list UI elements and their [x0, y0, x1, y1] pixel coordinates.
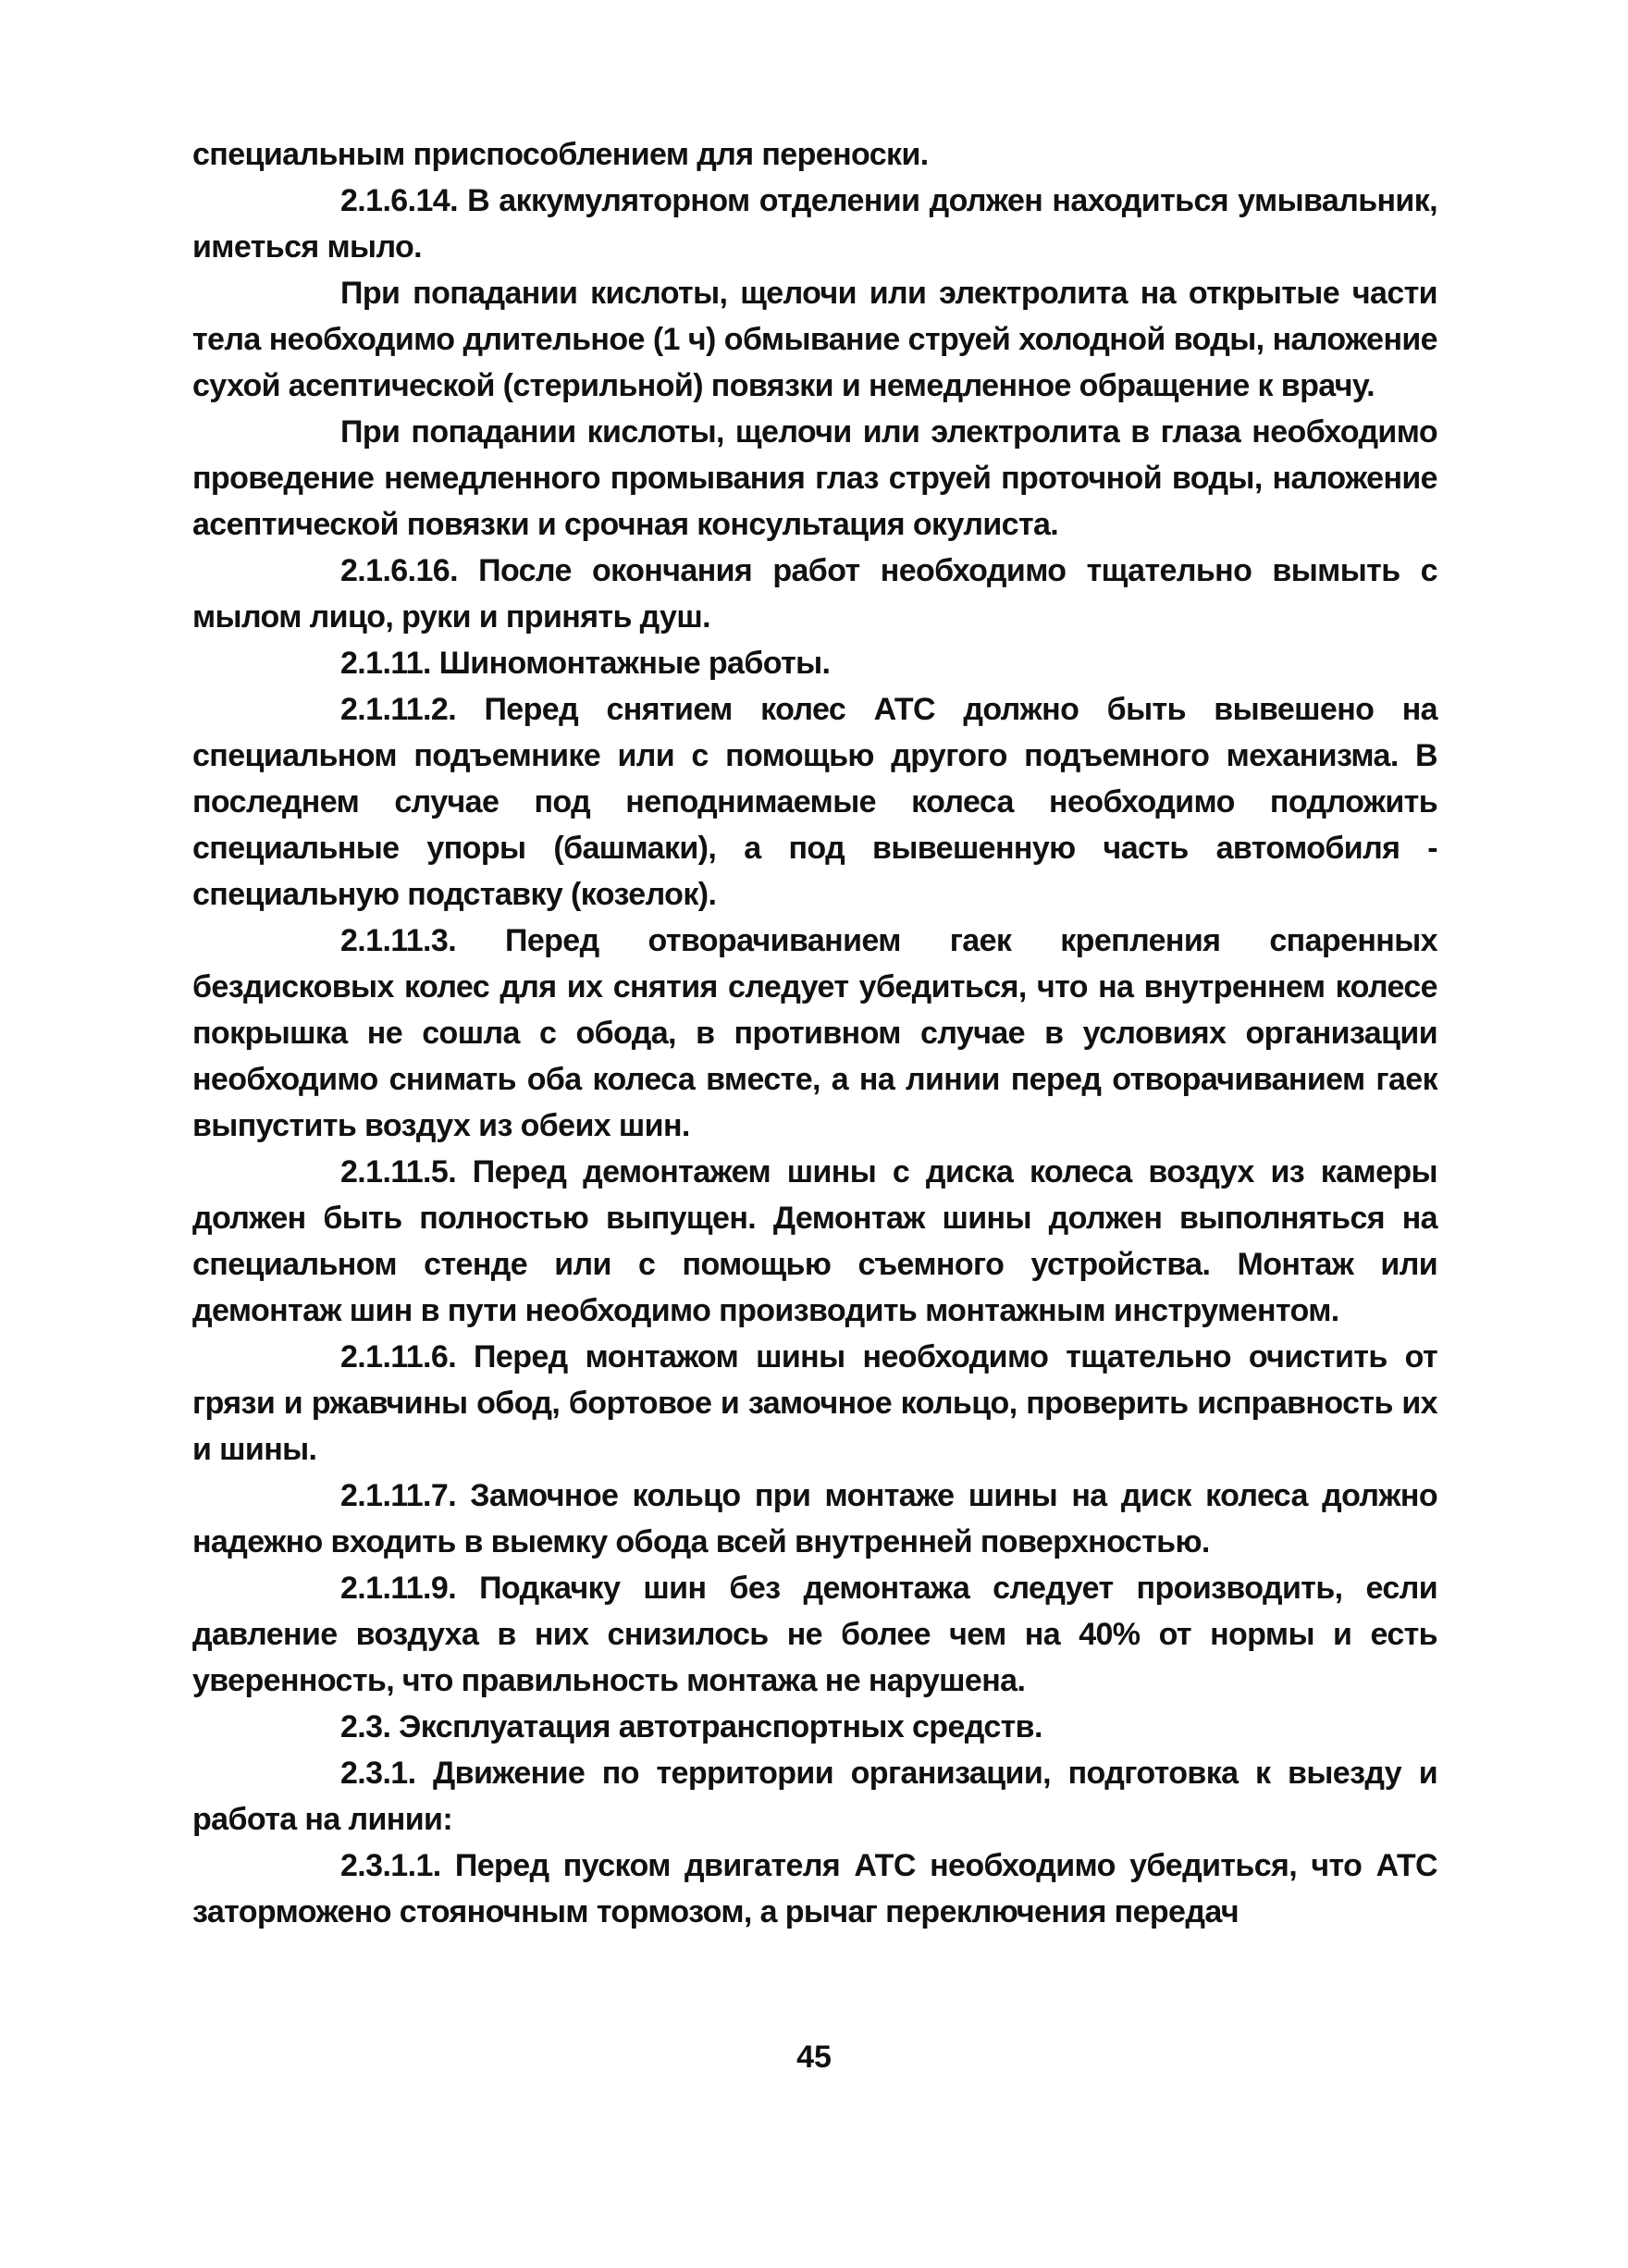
paragraph-continuation: специальным приспособлением для переноски. [192, 137, 929, 172]
paragraph-2-1-11-9: 2.1.11.9. Подкачку шин без демонтажа следует производить, если давление воздуха в них снизилось не более чем на 40% от нормы и есть уверенность, что правильность монтажа не нарушена. [192, 1571, 1437, 1698]
paragraph-2-3-1: 2.3.1. Движение по территории организации, подготовка к выезду и работа на линии: [192, 1756, 1437, 1837]
document-page [192, 131, 1437, 1935]
section-heading-2-3: 2.3. Эксплуатация автотранспортных средств. [340, 1709, 1042, 1744]
paragraph-2-1-11-2: 2.1.11.2. Перед снятием колес АТС должно быть вывешено на специальном подъемнике или с помощью другого подъемного механизма. В последнем случае под неподнимаемые колеса необходимо подложить специальные упоры (башмаки), а под вывешенную часть автомобиля - специальную подставку (козелок). [192, 692, 1437, 912]
paragraph-2-1-11-6: 2.1.11.6. Перед монтажом шины необходимо тщательно очистить от грязи и ржавчины обод, бортовое и замочное кольцо, проверить исправность их и шины. [192, 1339, 1437, 1467]
paragraph-2-1-6-16: 2.1.6.16. После окончания работ необходимо тщательно вымыть с мылом лицо, руки и принять душ. [192, 553, 1437, 635]
paragraph-2-3-1-1: 2.3.1.1. Перед пуском двигателя АТС необходимо убедиться, что АТС заторможено стояночным тормозом, а рычаг переключения передач [192, 1848, 1437, 1929]
section-heading-2-1-11: 2.1.11. Шиномонтажные работы. [340, 646, 831, 681]
paragraph-2-1-11-5: 2.1.11.5. Перед демонтажем шины с диска колеса воздух из камеры должен быть полностью выпущен. Демонтаж шины должен выполняться на специальном стенде или с помощью съемного устройства. Монтаж или демонтаж шин в пути необходимо производить монтажным инструментом. [192, 1154, 1437, 1328]
paragraph-2-1-6-14: 2.1.6.14. В аккумуляторном отделении должен находиться умывальник, иметься мыло. [192, 183, 1437, 265]
paragraph-acid-skin: При попадании кислоты, щелочи или электролита на открытые части тела необходимо длительное (1 ч) обмывание струей холодной воды, наложение сухой асептической (стерильной) повязки и немедленное обращение к врачу. [192, 276, 1437, 403]
paragraph-2-1-11-3: 2.1.11.3. Перед отворачиванием гаек крепления спаренных бездисковых колес для их снятия следует убедиться, что на внутреннем колесе покрышка не сошла с обода, в противном случае в условиях организации необходимо снимать оба колеса вместе, а на линии перед отворачиванием гаек выпустить воздух из обеих шин. [192, 923, 1437, 1143]
paragraph-2-1-11-7: 2.1.11.7. Замочное кольцо при монтаже шины на диск колеса должно надежно входить в выемку обода всей внутренней поверхностью. [192, 1478, 1437, 1559]
paragraph-acid-eyes: При попадании кислоты, щелочи или электролита в глаза необходимо проведение немедленного промывания глаз струей проточной воды, наложение асептической повязки и срочная консультация окулиста. [192, 414, 1437, 542]
page-number: 45 [796, 2040, 832, 2075]
